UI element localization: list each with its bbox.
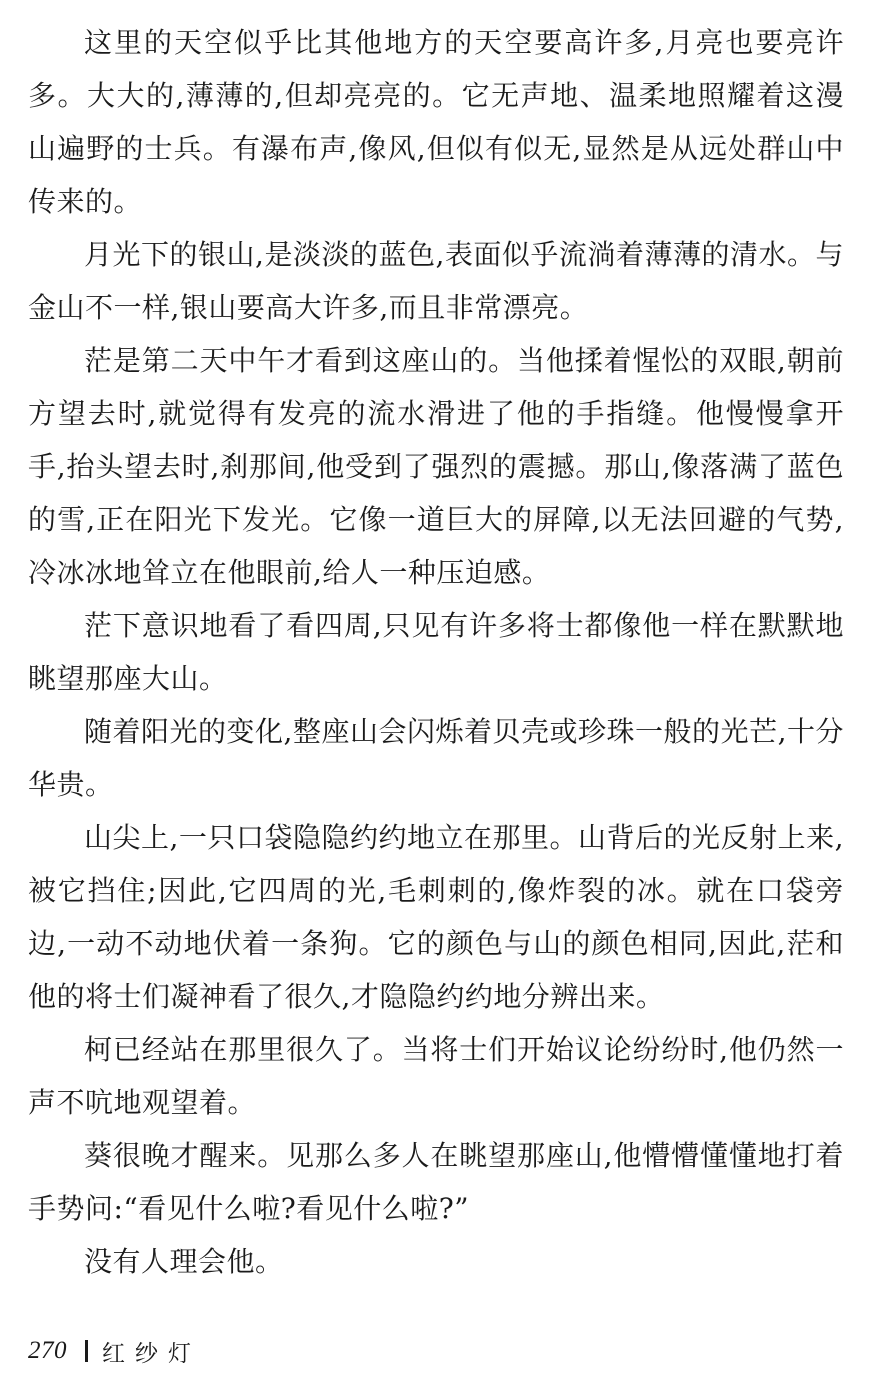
paragraph: 随着阳光的变化,整座山会闪烁着贝壳或珍珠一般的光芒,十分华贵。 <box>28 715 844 801</box>
paragraph: 柯已经站在那里很久了。当将士们开始议论纷纷时,他仍然一声不吭地观望着。 <box>28 1033 844 1119</box>
paragraph: 山尖上,一只口袋隐隐约约地立在那里。山背后的光反射上来,被它挡住;因此,它四周的光,毛刺刺的,像炸裂的冰。就在口袋旁边,一动不动地伏着一条狗。它的颜色与山的颜色相同,因此,茫和他的将士们凝神看了很久,才隐隐约约地分辨出来。 <box>28 821 844 1013</box>
page-body <box>28 16 844 1288</box>
page-number: 270 <box>28 1337 67 1364</box>
paragraph: 葵很晚才醒来。见那么多人在眺望那座山,他懵懵懂懂地打着手势问:“看见什么啦?看见什么啦?” <box>28 1139 844 1225</box>
page-footer <box>28 1331 201 1371</box>
book-title: 红纱灯 <box>102 1340 201 1366</box>
paragraph: 月光下的银山,是淡淡的蓝色,表面似乎流淌着薄薄的清水。与金山不一样,银山要高大许多,而且非常漂亮。 <box>28 238 844 324</box>
footer-divider <box>85 1340 88 1362</box>
paragraph: 这里的天空似乎比其他地方的天空要高许多,月亮也要亮许多。大大的,薄薄的,但却亮亮的。它无声地、温柔地照耀着这漫山遍野的士兵。有瀑布声,像风,但似有似无,显然是从远处群山中传来的。 <box>28 26 844 218</box>
paragraph: 茫下意识地看了看四周,只见有许多将士都像他一样在默默地眺望那座大山。 <box>28 609 844 695</box>
paragraph: 没有人理会他。 <box>84 1245 284 1278</box>
paragraph: 茫是第二天中午才看到这座山的。当他揉着惺忪的双眼,朝前方望去时,就觉得有发亮的流水滑进了他的手指缝。他慢慢拿开手,抬头望去时,刹那间,他受到了强烈的震撼。那山,像落满了蓝色的雪,正在阳光下发光。它像一道巨大的屏障,以无法回避的气势,冷冰冰地耸立在他眼前,给人一种压迫感。 <box>28 344 844 589</box>
